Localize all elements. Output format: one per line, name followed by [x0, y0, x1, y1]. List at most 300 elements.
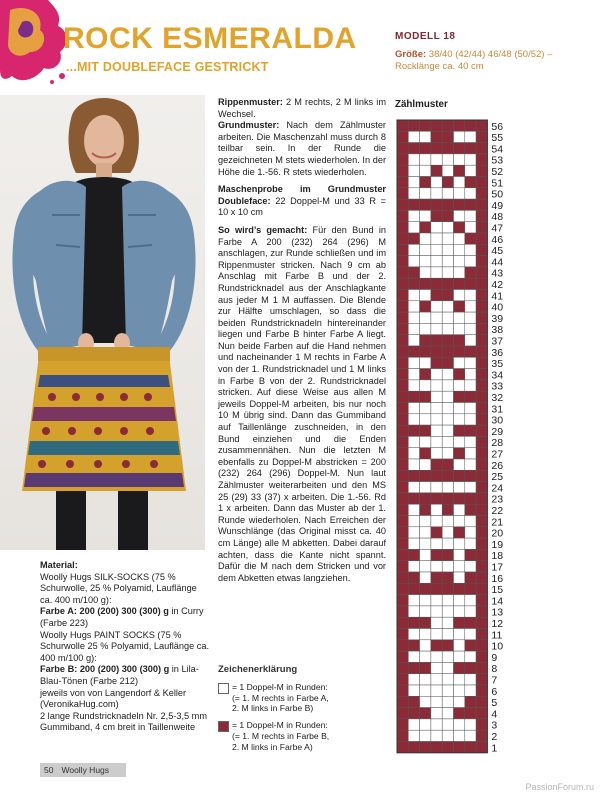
color-b-text: in Lila-Blau-Tönen (Farbe 212)	[40, 664, 199, 686]
chart-cell	[420, 131, 431, 142]
chart-cell	[476, 470, 487, 481]
chart-cell	[408, 312, 419, 323]
row-number-label: 52	[491, 166, 504, 178]
chart-cell	[408, 244, 419, 255]
chart-cell	[431, 629, 442, 640]
chart-cell	[465, 222, 476, 233]
material-line-2: Woolly Hugs PAINT SOCKS (75 % Schurwolle 25 % Polyamid, Lauflänge ca. 400 m/100 g):	[40, 629, 210, 663]
legend-red-line-1: = 1 Doppel-M in Runden:	[232, 720, 328, 731]
gauge-text: 22 Doppel-M und 33 R = 10 x 10 cm	[218, 195, 386, 218]
chart-cell	[454, 380, 465, 391]
chart-cell	[442, 244, 453, 255]
row-number-label: 24	[491, 482, 504, 495]
chart-cell	[476, 538, 487, 549]
chart-cell	[465, 436, 476, 447]
chart-cell	[476, 448, 487, 459]
chart-cell	[420, 742, 431, 753]
chart-cell	[420, 595, 431, 606]
chart-cell	[465, 640, 476, 651]
chart-cell	[408, 719, 419, 730]
chart-cell	[431, 459, 442, 470]
chart-cell	[476, 222, 487, 233]
chart-cell	[420, 120, 431, 131]
chart-cell	[397, 323, 408, 334]
chart-cell	[476, 278, 487, 289]
material-line-3: jeweils von von Langendorf & Keller (VeronikaHug.com)	[40, 687, 187, 710]
chart-cell	[420, 516, 431, 527]
row-number-label: 16	[491, 572, 504, 585]
chart-cell	[397, 335, 408, 346]
chart-cell	[465, 685, 476, 696]
chart-cell	[454, 719, 465, 730]
chart-cell	[442, 719, 453, 730]
chart-cell	[476, 674, 487, 685]
chart-cell	[397, 482, 408, 493]
chart-cell	[408, 165, 419, 176]
article-title: ROCK ESMERALDA	[63, 22, 357, 55]
row-number-label: 47	[491, 222, 504, 235]
chart-cell	[465, 617, 476, 628]
row-number-label: 6	[491, 685, 498, 698]
chart-cell	[420, 436, 431, 447]
chart-cell	[442, 674, 453, 685]
chart-cell	[465, 696, 476, 707]
chart-cell	[454, 131, 465, 142]
chart-cell	[431, 143, 442, 154]
chart-cell	[465, 493, 476, 504]
chart-cell	[476, 335, 487, 346]
legend-row-red	[218, 720, 388, 752]
chart-cell	[454, 256, 465, 267]
chart-cell	[442, 120, 453, 131]
chart-cell	[454, 606, 465, 617]
chart-cell	[408, 527, 419, 538]
chart-cell	[397, 493, 408, 504]
chart-cell	[408, 391, 419, 402]
chart-cell	[442, 685, 453, 696]
chart-cell	[431, 504, 442, 515]
chart-cell	[476, 662, 487, 673]
chart-cell	[476, 595, 487, 606]
chart-cell	[397, 346, 408, 357]
chart-cell	[476, 730, 487, 741]
row-number-label: 1	[491, 742, 498, 754]
row-number-label: 38	[491, 324, 504, 337]
chart-cell	[408, 335, 419, 346]
chart-cell	[476, 403, 487, 414]
chart-cell	[465, 504, 476, 515]
chart-cell	[465, 651, 476, 662]
size-label: Größe:	[395, 49, 427, 60]
chart-cell	[442, 459, 453, 470]
chart-cell	[454, 674, 465, 685]
rib-pattern-text: 2 M rechts, 2 M links im Wechsel.	[218, 97, 386, 119]
chart-cell	[420, 617, 431, 628]
row-number-label: 11	[491, 629, 503, 642]
chart-cell	[465, 369, 476, 380]
chart-cell	[476, 719, 487, 730]
row-number-label: 31	[491, 403, 504, 416]
chart-cell	[420, 188, 431, 199]
chart-cell	[431, 696, 442, 707]
material-line-1: Woolly Hugs SILK-SOCKS (75 % Schurwolle, 25 % Polyamid, Lauflänge ca. 400 m/100 g):	[40, 571, 197, 605]
row-number-label: 45	[491, 245, 504, 258]
chart-cell	[454, 527, 465, 538]
chart-cell	[442, 640, 453, 651]
page-footer	[40, 763, 126, 777]
chart-cell	[454, 572, 465, 583]
chart-cell	[420, 199, 431, 210]
chart-cell	[397, 177, 408, 188]
row-number-label: 13	[491, 606, 504, 619]
chart-cell	[397, 403, 408, 414]
chart-cell	[442, 143, 453, 154]
chart-cell	[442, 335, 453, 346]
chart-cell	[454, 120, 465, 131]
chart-cell	[408, 210, 419, 221]
chart-cell	[431, 403, 442, 414]
chart-cell	[431, 436, 442, 447]
chart-cell	[420, 177, 431, 188]
chart-cell	[442, 583, 453, 594]
chart-cell	[476, 482, 487, 493]
chart-cell	[408, 606, 419, 617]
chart-cell	[397, 662, 408, 673]
chart-cell	[408, 425, 419, 436]
color-b-label: Farbe B: 200 (200) 300 (300) g	[40, 664, 170, 675]
chart-cell	[454, 143, 465, 154]
chart-cell	[420, 403, 431, 414]
row-number-label: 19	[491, 538, 504, 551]
chart-cell	[420, 346, 431, 357]
chart-cell	[454, 742, 465, 753]
chart-cell	[408, 572, 419, 583]
chart-cell	[408, 685, 419, 696]
chart-cell	[442, 210, 453, 221]
row-number-label: 30	[491, 414, 504, 427]
chart-cell	[476, 143, 487, 154]
chart-cell	[431, 606, 442, 617]
chart-cell	[442, 199, 453, 210]
chart-cell	[420, 674, 431, 685]
row-number-label: 37	[491, 335, 504, 348]
chart-cell	[442, 516, 453, 527]
chart-cell	[476, 504, 487, 515]
chart-cell	[408, 323, 419, 334]
chart-cell	[442, 323, 453, 334]
row-number-label: 35	[491, 358, 504, 371]
chart-cell	[476, 380, 487, 391]
chart-cell	[476, 572, 487, 583]
chart-cell	[442, 425, 453, 436]
chart-cell	[476, 696, 487, 707]
chart-cell	[454, 696, 465, 707]
chart-cell	[408, 233, 419, 244]
chart-cell	[442, 606, 453, 617]
chart-cell	[465, 719, 476, 730]
chart-cell	[408, 674, 419, 685]
base-pattern-label: Grundmuster:	[218, 120, 280, 131]
chart-cell	[454, 504, 465, 515]
base-pattern-text: Nach dem Zählmuster arbeiten. Die Maschenzahl muss durch 8 teilbar sein. In der Runde die gezeichneten M stets wiederholen. In der Höhe die 1.-56. R stets wiederholen.	[218, 120, 386, 177]
chart-cell	[397, 651, 408, 662]
chart-cell	[465, 425, 476, 436]
row-number-label: 21	[491, 516, 504, 529]
chart-cell	[454, 436, 465, 447]
chart-cell	[454, 154, 465, 165]
chart-cell	[397, 617, 408, 628]
chart-cell	[420, 527, 431, 538]
chart-cell	[454, 493, 465, 504]
chart-cell	[408, 493, 419, 504]
chart-cell	[465, 267, 476, 278]
chart-cell	[431, 742, 442, 753]
chart-cell	[397, 606, 408, 617]
chart-cell	[420, 290, 431, 301]
chart-cell	[397, 380, 408, 391]
chart-cell	[465, 606, 476, 617]
chart-cell	[454, 629, 465, 640]
chart-cell	[476, 131, 487, 142]
chart-cell	[431, 549, 442, 560]
chart-cell	[465, 538, 476, 549]
chart-cell	[465, 210, 476, 221]
chart-cell	[454, 222, 465, 233]
chart-cell	[431, 210, 442, 221]
chart-cell	[476, 527, 487, 538]
row-number-label: 18	[491, 550, 504, 563]
chart-cell	[408, 301, 419, 312]
rib-pattern-paragraph	[218, 97, 386, 178]
chart-cell	[431, 617, 442, 628]
chart-cell	[397, 188, 408, 199]
chart-cell	[442, 549, 453, 560]
red-swatch	[218, 721, 229, 732]
chart-cell	[442, 504, 453, 515]
chart-cell	[465, 414, 476, 425]
chart-cell	[476, 301, 487, 312]
chart-cell	[454, 538, 465, 549]
chart-cell	[476, 629, 487, 640]
chart-cell	[454, 414, 465, 425]
row-number-label: 28	[491, 437, 504, 450]
chart-cell	[420, 572, 431, 583]
chart-cell	[408, 459, 419, 470]
chart-cell	[454, 323, 465, 334]
chart-cell	[397, 425, 408, 436]
chart-cell	[476, 267, 487, 278]
chart-cell	[397, 436, 408, 447]
row-number-label: 3	[491, 719, 498, 732]
chart-cell	[465, 380, 476, 391]
chart-cell	[420, 583, 431, 594]
chart-cell	[442, 617, 453, 628]
chart-cell	[465, 301, 476, 312]
chart-cell	[397, 244, 408, 255]
chart-cell	[431, 188, 442, 199]
chart-cell	[420, 210, 431, 221]
model-number: MODELL 18	[395, 31, 456, 42]
chart-cell	[397, 708, 408, 719]
chart-cell	[408, 346, 419, 357]
chart-cell	[397, 640, 408, 651]
chart-cell	[408, 662, 419, 673]
chart-cell	[476, 459, 487, 470]
chart-cell	[397, 538, 408, 549]
chart-cell	[442, 346, 453, 357]
chart-cell	[476, 244, 487, 255]
chart-cell	[408, 154, 419, 165]
chart-cell	[420, 606, 431, 617]
chart-cell	[408, 629, 419, 640]
row-number-label: 53	[491, 154, 504, 167]
page-number: 50	[44, 765, 54, 775]
chart-cell	[476, 154, 487, 165]
chart-cell	[431, 165, 442, 176]
chart-cell	[408, 357, 419, 368]
chart-cell	[476, 210, 487, 221]
row-number-label: 26	[491, 459, 504, 472]
chart-cell	[431, 391, 442, 402]
chart-cell	[442, 662, 453, 673]
chart-cell	[454, 583, 465, 594]
chart-cell	[397, 685, 408, 696]
chart-cell	[431, 290, 442, 301]
row-number-label: 27	[491, 448, 504, 461]
chart-cell	[420, 244, 431, 255]
chart-cell	[420, 629, 431, 640]
chart-cell	[431, 244, 442, 255]
chart-cell	[465, 346, 476, 357]
chart-cell	[420, 165, 431, 176]
chart-cell	[431, 357, 442, 368]
chart-cell	[476, 516, 487, 527]
chart-cell	[431, 267, 442, 278]
row-number-label: 25	[491, 471, 504, 484]
row-number-label: 17	[491, 561, 504, 574]
chart-cell	[431, 527, 442, 538]
chart-cell	[465, 290, 476, 301]
chart-cell	[442, 742, 453, 753]
chart-cell	[465, 256, 476, 267]
chart-cell	[476, 120, 487, 131]
chart-cell	[465, 448, 476, 459]
row-number-label: 55	[491, 132, 504, 145]
chart-cell	[476, 177, 487, 188]
chart-cell	[465, 323, 476, 334]
chart-cell	[476, 606, 487, 617]
chart-cell	[397, 527, 408, 538]
gauge-label: Maschenprobe im Grundmuster Doubleface:	[218, 184, 386, 206]
chart-cell	[408, 708, 419, 719]
chart-cell	[476, 369, 487, 380]
row-number-label: 23	[491, 493, 504, 506]
chart-cell	[465, 730, 476, 741]
chart-cell	[408, 448, 419, 459]
chart-cell	[408, 561, 419, 572]
chart-cell	[454, 165, 465, 176]
chart-cell	[442, 482, 453, 493]
gauge-paragraph	[218, 184, 386, 219]
chart-cell	[442, 651, 453, 662]
chart-cell	[476, 436, 487, 447]
chart-cell	[397, 561, 408, 572]
chart-cell	[431, 482, 442, 493]
row-number-label: 2	[491, 731, 498, 743]
chart-cell	[454, 470, 465, 481]
footer-brand: Woolly Hugs	[61, 765, 110, 775]
chart-cell	[465, 459, 476, 470]
chart-cell	[408, 143, 419, 154]
chart-cell	[465, 278, 476, 289]
chart-cell	[465, 595, 476, 606]
chart-cell	[454, 708, 465, 719]
material-block	[40, 560, 210, 734]
row-number-label: 32	[491, 392, 504, 404]
legend-white-line-2: (= 1. M rechts in Farbe A,	[232, 692, 329, 703]
chart-cell	[454, 516, 465, 527]
chart-cell	[397, 549, 408, 560]
chart-cell	[476, 742, 487, 753]
chart-cell	[420, 651, 431, 662]
chart-cell	[408, 278, 419, 289]
chart-cell	[431, 595, 442, 606]
chart-cell	[465, 391, 476, 402]
chart-cell	[408, 199, 419, 210]
chart-cell	[431, 301, 442, 312]
row-number-label: 50	[491, 188, 504, 201]
chart-cell	[454, 199, 465, 210]
chart-cell	[442, 233, 453, 244]
chart-cell	[397, 391, 408, 402]
instructions-column	[218, 97, 386, 590]
chart-cell	[454, 640, 465, 651]
chart-cell	[442, 403, 453, 414]
chart-cell	[454, 617, 465, 628]
chart-cell	[465, 527, 476, 538]
row-number-label: 9	[491, 651, 498, 664]
chart-cell	[442, 177, 453, 188]
row-number-label: 56	[491, 120, 504, 133]
chart-cell	[408, 470, 419, 481]
chart-cell	[465, 143, 476, 154]
chart-cell	[397, 199, 408, 210]
chart-cell	[476, 414, 487, 425]
row-number-label: 33	[491, 380, 504, 393]
white-swatch	[218, 683, 229, 694]
chart-cell	[431, 583, 442, 594]
chart-cell	[431, 651, 442, 662]
rib-pattern-label: Rippenmuster:	[218, 97, 283, 107]
chart-cell	[442, 436, 453, 447]
row-number-label: 8	[491, 663, 498, 676]
chart-cell	[442, 357, 453, 368]
chart-cell	[454, 278, 465, 289]
chart-cell	[465, 708, 476, 719]
chart-cell	[397, 369, 408, 380]
chart-cell	[454, 346, 465, 357]
chart-cell	[442, 696, 453, 707]
chart-cell	[397, 719, 408, 730]
chart-cell	[476, 165, 487, 176]
chart-cell	[465, 403, 476, 414]
chart-cell	[420, 143, 431, 154]
chart-cell	[454, 335, 465, 346]
chart-cell	[431, 538, 442, 549]
chart-cell	[465, 335, 476, 346]
chart-cell	[420, 730, 431, 741]
chart-cell	[431, 256, 442, 267]
